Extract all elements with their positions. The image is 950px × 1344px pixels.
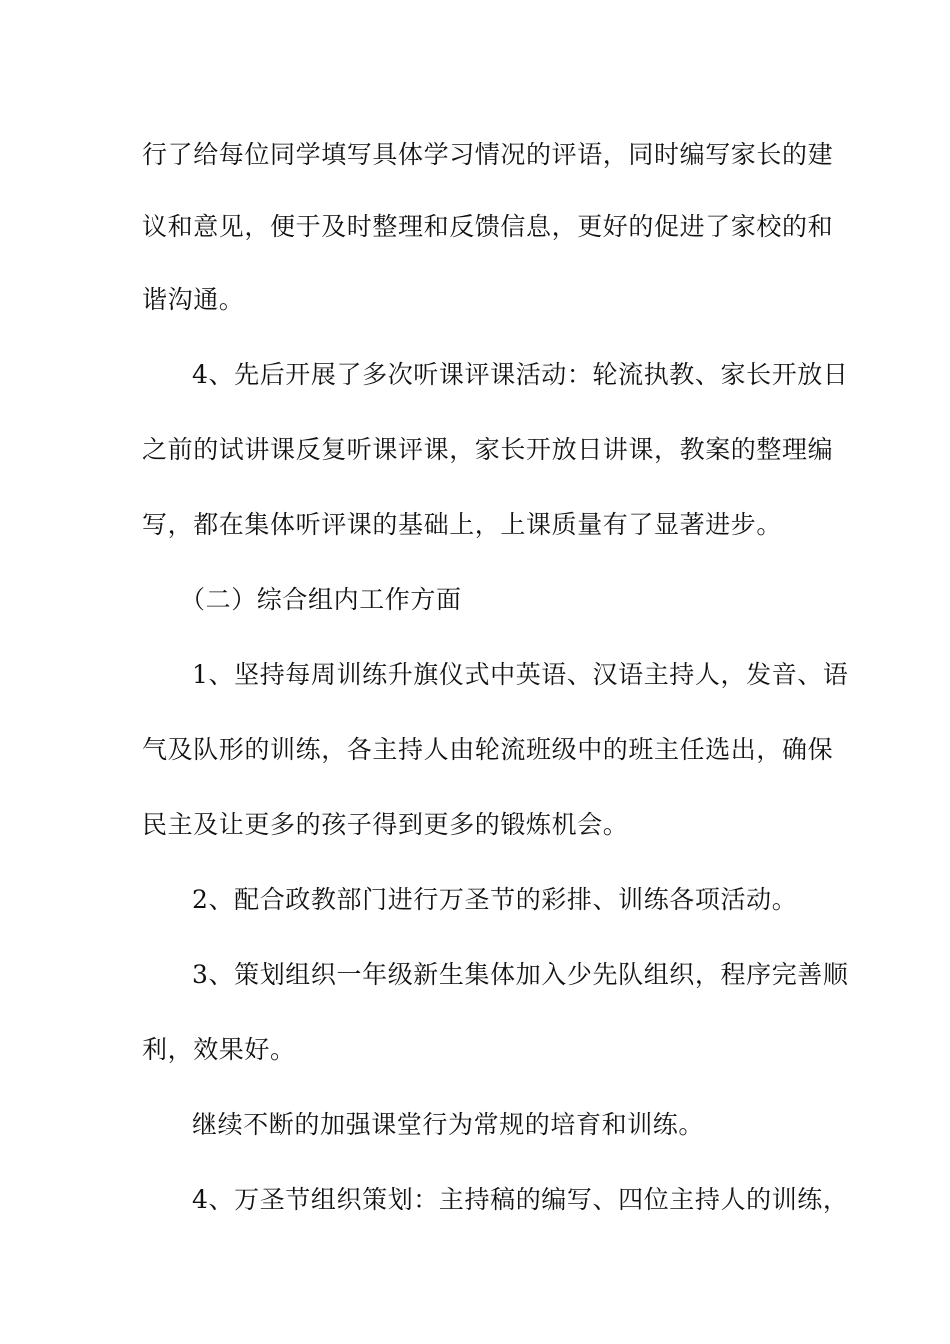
text-line: 气及队形的训练，各主持人由轮流班级中的班主任选出，确保 <box>142 735 834 764</box>
text-line: 之前的试讲课反复听课评课，家长开放日讲课，教案的整理编 <box>142 435 834 464</box>
text-line: 行了给每位同学填写具体学习情况的评语，同时编写家长的建 <box>142 140 834 169</box>
text-line: 1、坚持每周训练升旗仪式中英语、汉语主持人，发音、语 <box>192 660 849 689</box>
text-line: 民主及让更多的孩子得到更多的锻炼机会。 <box>142 810 629 839</box>
text-line: 谐沟通。 <box>142 285 245 314</box>
text-line: 议和意见，便于及时整理和反馈信息，更好的促进了家校的和 <box>142 212 834 241</box>
text-line: 继续不断的加强课堂行为常规的培育和训练。 <box>192 1110 705 1139</box>
text-line: 4、先后开展了多次听课评课活动：轮流执教、家长开放日 <box>192 360 849 389</box>
text-line: 2、配合政教部门进行万圣节的彩排、训练各项活动。 <box>192 885 798 914</box>
text-line: 4、万圣节组织策划：主持稿的编写、四位主持人的训练， <box>192 1185 849 1214</box>
text-line: 3、策划组织一年级新生集体加入少先队组织，程序完善顺 <box>192 960 849 989</box>
text-line: 利，效果好。 <box>142 1035 296 1064</box>
section-heading: （二）综合组内工作方面 <box>180 585 462 614</box>
text-line: 写，都在集体听评课的基础上，上课质量有了显著进步。 <box>142 510 783 539</box>
